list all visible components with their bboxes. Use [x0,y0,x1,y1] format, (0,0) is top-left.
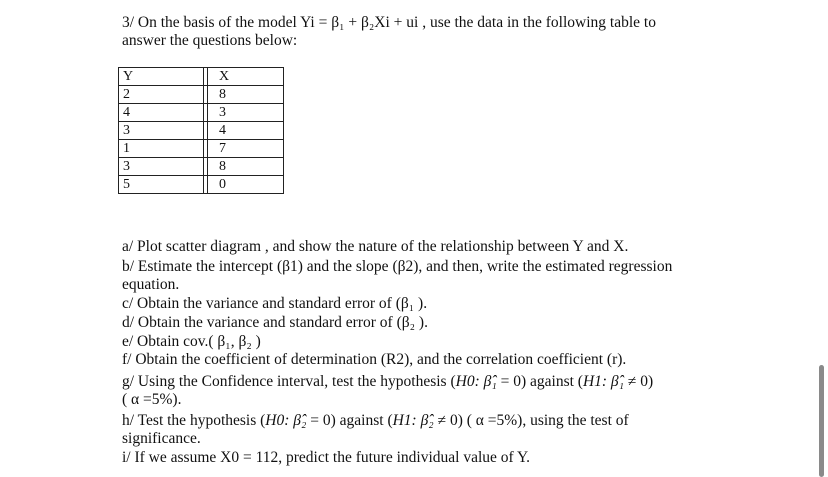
cell-x: 8 [208,158,284,176]
question-g-prefix: g/ Using the Confidence interval, test the hypothesis ( [122,373,456,390]
question-d: d/ Obtain the variance and standard error of (β₂ ). [122,314,428,331]
vertical-scrollbar[interactable] [819,365,824,477]
cell-y: 5 [119,176,204,194]
question-g-suffix: ≠ 0) [624,373,654,390]
question-a: a/ Plot scatter diagram , and show the nature of the relationship between Y and X. [122,238,629,255]
cell-y: 2 [119,86,204,104]
question-h-line-1 [122,412,629,430]
question-g-middle: = 0) against ( [496,373,583,390]
question-i: i/ If we assume X0 = 112, predict the future individual value of Y. [122,449,531,466]
question-b-line-2: equation. [122,276,180,293]
cell-y: 1 [119,140,204,158]
question-g-null-hypothesis: H0: β̂₁ [455,373,497,390]
question-c: c/ Obtain the variance and standard error of (β₁ ). [122,295,428,312]
data-table [118,67,284,194]
cell-x: 0 [208,176,284,194]
cell-x: 4 [208,122,284,140]
question-g-alt-hypothesis: H1: β̂₁ [582,373,625,390]
question-h-line-2: significance. [122,430,201,447]
question-h-prefix: h/ Test the hypothesis ( [122,412,266,429]
table-row [119,122,284,140]
table-row [119,176,284,194]
question-h-middle: = 0) against ( [306,412,393,429]
question-e: e/ Obtain cov.( β₁, β₂ ) [122,333,261,350]
table-row [119,86,284,104]
cell-y: 3 [119,122,204,140]
cell-x: 3 [208,104,284,122]
question-h-suffix: ≠ 0) ( α =5%), using the test of [433,412,629,429]
table-row [119,104,284,122]
question-b-line-1: b/ Estimate the intercept (β1) and the slope (β2), and then, write the estimated regression [122,258,673,275]
header-x: X [208,68,284,86]
cell-x: 8 [208,86,284,104]
question-g-line-2: ( α =5%). [122,391,182,408]
intro-line-1: 3/ On the basis of the model Yi = β₁ + β₂Xi + ui , use the data in the following table to [122,14,656,31]
cell-y: 3 [119,158,204,176]
cell-y: 4 [119,104,204,122]
question-h-alt-hypothesis: H1: β̂₂ [392,412,434,429]
question-f: f/ Obtain the coefficient of determination (R2), and the correlation coefficient (r). [122,351,627,368]
intro-line-2: answer the questions below: [122,32,298,49]
question-g-line-1 [122,373,653,391]
table-header-row [119,68,284,86]
table-row [119,158,284,176]
header-y: Y [119,68,204,86]
question-h-null-hypothesis: H0: β̂₂ [265,412,307,429]
problem-intro [122,14,722,50]
table-row [119,140,284,158]
cell-x: 7 [208,140,284,158]
